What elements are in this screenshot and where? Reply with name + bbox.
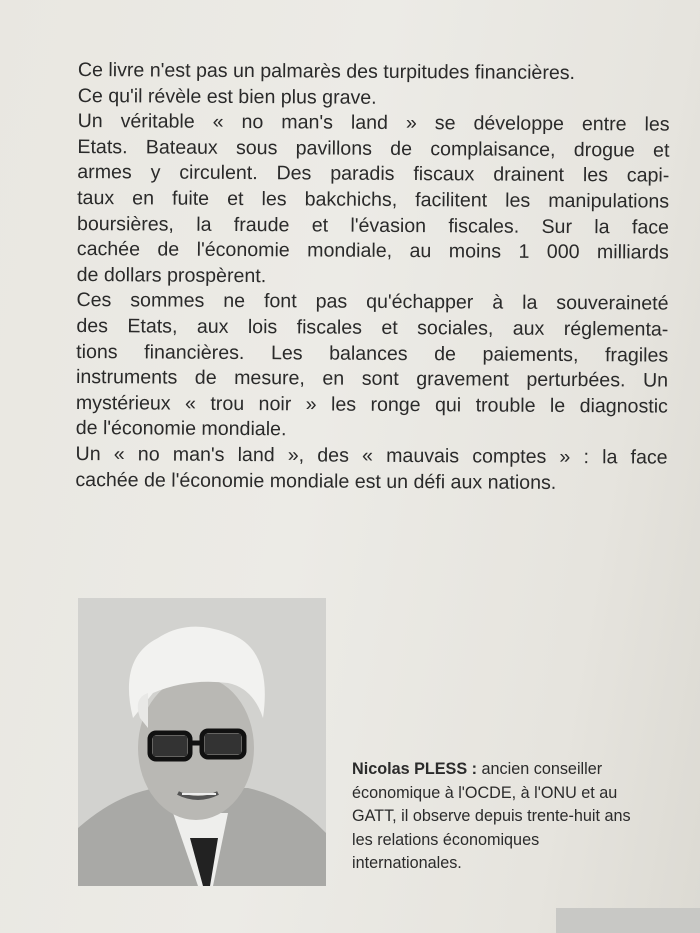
blurb-line: de dollars prospèrent. xyxy=(76,263,267,287)
author-bio xyxy=(352,758,631,876)
blurb-line: Ce livre n'est pas un palmarès des turpitudes financières. xyxy=(77,58,576,85)
blurb-line: Ces sommes ne font pas qu'échapper à la souveraineté xyxy=(76,289,669,315)
back-cover-blurb xyxy=(75,58,670,497)
blurb-line: Ce qu'il révèle est bien plus grave. xyxy=(77,84,377,109)
bio-line: GATT, il observe depuis trente-huit ans xyxy=(352,807,631,826)
author-portrait xyxy=(78,598,326,886)
background-surface xyxy=(556,908,700,933)
blurb-line: de l'économie mondiale. xyxy=(75,417,287,441)
blurb-line: cachée de l'économie mondiale est un défi aux nations. xyxy=(75,468,557,494)
blurb-line: Etats. Bateaux sous pavillons de complaisance, drogue et xyxy=(77,135,670,162)
blurb-line: boursières, la fraude et l'évasion fiscales. Sur la face xyxy=(76,212,670,239)
blurb-line: armes y circulent. Des paradis fiscaux drainent les capi- xyxy=(77,161,670,187)
blurb-line: Un véritable « no man's land » se développe entre les xyxy=(77,110,670,136)
blurb-line: instruments de mesure, en sont gravement perturbées. Un xyxy=(75,366,669,392)
blurb-line: tions financières. Les balances de paiements, fragiles xyxy=(76,340,669,367)
blurb-line: mystérieux « trou noir » les ronge qui trouble le diagnostic xyxy=(75,391,668,418)
bio-line: internationales. xyxy=(352,854,462,873)
author-name: Nicolas PLESS : xyxy=(352,760,478,778)
bio-line: les relations économiques xyxy=(352,830,540,849)
blurb-line: taux en fuite et les bakchichs, facilitent les manipulations xyxy=(77,186,670,213)
bio-line: économique à l'OCDE, à l'ONU et au xyxy=(352,783,618,802)
blurb-line: Un « no man's land », des « mauvais comptes » : la face xyxy=(75,442,668,469)
bio-line: ancien conseiller xyxy=(477,760,603,778)
blurb-line: des Etats, aux lois fiscales et sociales, aux réglementa- xyxy=(76,314,669,341)
blurb-line: cachée de l'économie mondiale, au moins 1 000 milliards xyxy=(76,238,669,264)
